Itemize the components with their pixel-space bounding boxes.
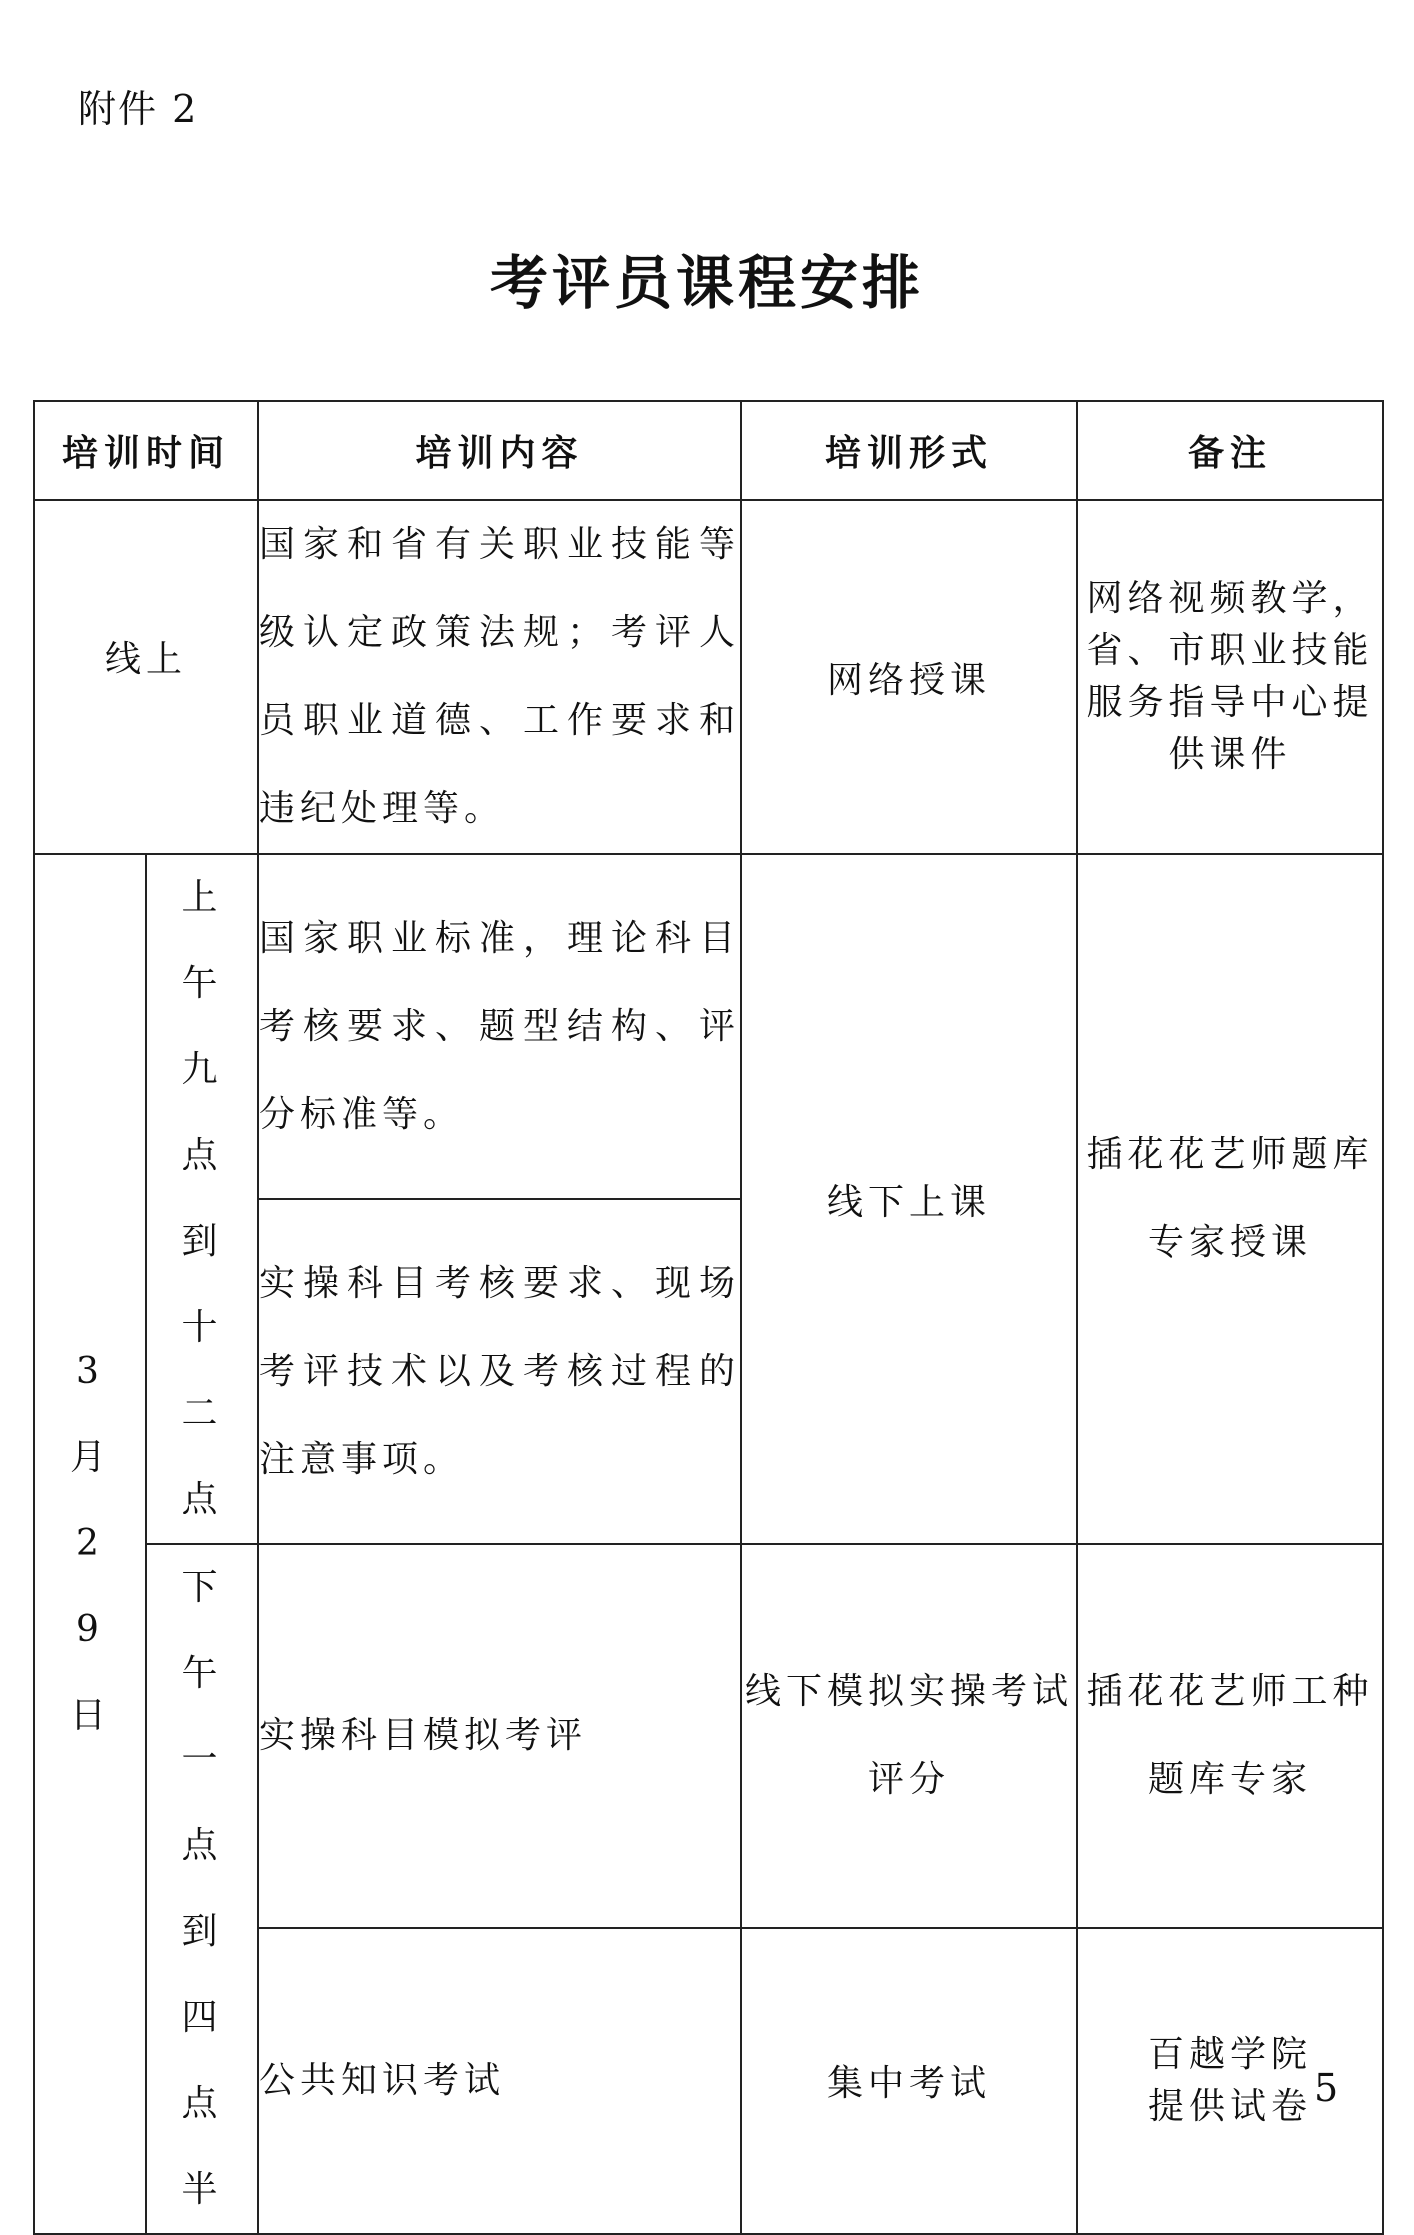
afternoon-form-1: 线下模拟实操考试评分	[741, 1544, 1077, 1928]
afternoon-note-2-text: 百越学院提供试卷	[1148, 2033, 1313, 2127]
online-time: 线上	[34, 500, 258, 854]
afternoon-content-1: 实操科目模拟考评	[258, 1544, 741, 1928]
header-note: 备注	[1077, 401, 1383, 500]
morning-time: 上午九点到十二点	[181, 877, 223, 1520]
attachment-label: 附件 2	[78, 87, 199, 131]
table-row	[34, 1544, 1383, 1928]
afternoon-form-2: 集中考试	[741, 1928, 1077, 2234]
date-label: 3月29日	[70, 1351, 112, 1736]
header-time: 培训时间	[34, 401, 258, 500]
morning-content-2: 实操科目考核要求、现场考评技术以及考核过程的注意事项。	[258, 1199, 741, 1544]
online-content: 国家和省有关职业技能等级认定政策法规；考评人员职业道德、工作要求和违纪处理等。	[258, 500, 741, 854]
header-form: 培训形式	[741, 401, 1077, 500]
afternoon-content-2: 公共知识考试	[258, 1928, 741, 2234]
online-form: 网络授课	[741, 500, 1077, 854]
page-number: 5	[1314, 2066, 1339, 2110]
header-row	[34, 401, 1383, 500]
schedule-table	[33, 400, 1384, 2235]
table-row	[34, 500, 1383, 854]
morning-note: 插花花艺师题库专家授课	[1077, 854, 1383, 1544]
afternoon-note-1: 插花花艺师工种题库专家	[1077, 1544, 1383, 1928]
morning-form: 线下上课	[741, 854, 1077, 1544]
afternoon-time: 下午一点到四点半	[181, 1567, 223, 2210]
online-note: 网络视频教学，省、市职业技能服务指导中心提供课件	[1077, 500, 1383, 854]
page-title: 考评员课程安排	[489, 249, 924, 317]
morning-time-cell	[146, 854, 258, 1544]
header-content: 培训内容	[258, 401, 741, 500]
afternoon-time-cell	[146, 1544, 258, 2234]
date-cell	[34, 854, 146, 2234]
morning-content-1: 国家职业标准，理论科目考核要求、题型结构、评分标准等。	[258, 854, 741, 1199]
table-row	[34, 854, 1383, 1199]
